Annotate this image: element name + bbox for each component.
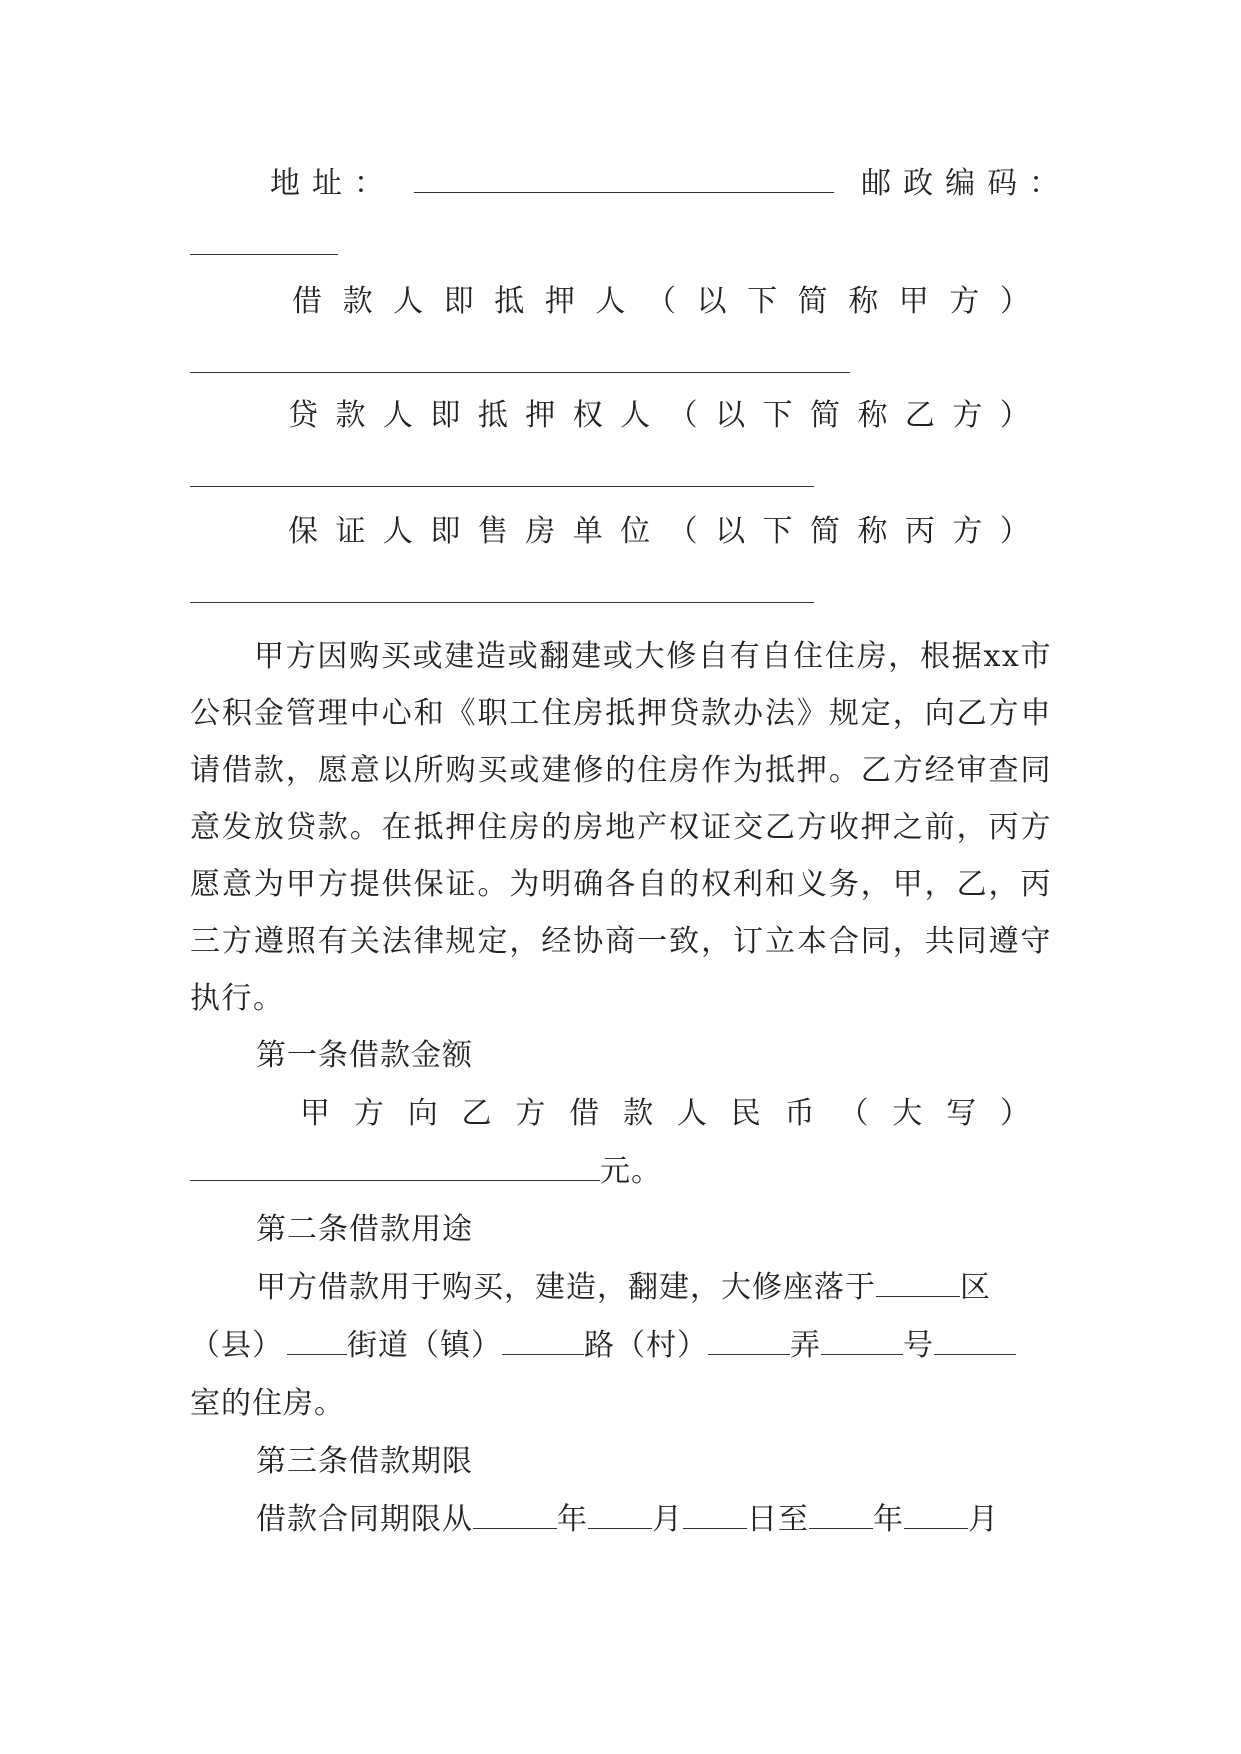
party-char: 方 bbox=[952, 398, 983, 433]
lane-label: 弄 bbox=[790, 1328, 821, 1363]
amount-char: 款 bbox=[623, 1096, 654, 1131]
party-char: （ bbox=[645, 284, 676, 319]
party-char: ） bbox=[999, 284, 1030, 319]
article2-line2 bbox=[190, 1326, 1016, 1366]
party-char: 抵 bbox=[477, 398, 508, 433]
party-borrower-blank bbox=[190, 372, 850, 373]
year2-label: 年 bbox=[873, 1502, 904, 1537]
party-char: 称 bbox=[857, 514, 888, 549]
party-char: 款 bbox=[335, 398, 366, 433]
party-char: 下 bbox=[747, 284, 778, 319]
party-char: 乙 bbox=[904, 398, 935, 433]
amount-blank bbox=[190, 1154, 600, 1181]
party-char: 保 bbox=[288, 514, 318, 549]
party-char: 抵 bbox=[494, 284, 525, 319]
party-char: （ bbox=[667, 398, 698, 433]
number-label: 号 bbox=[903, 1328, 934, 1363]
party-borrower bbox=[292, 282, 1030, 322]
end-month-blank bbox=[904, 1502, 968, 1529]
room-label: 室的住房。 bbox=[190, 1386, 345, 1421]
party-char: 人 bbox=[620, 398, 651, 433]
intro-paragraph bbox=[190, 628, 1052, 1027]
amount-char: ） bbox=[999, 1096, 1030, 1131]
party-char: ） bbox=[999, 398, 1030, 433]
party-char: 证 bbox=[335, 514, 366, 549]
location-blank bbox=[876, 1270, 960, 1297]
amount-char: 乙 bbox=[461, 1096, 492, 1131]
party-guarantor bbox=[288, 512, 1030, 552]
party-char: 称 bbox=[848, 284, 879, 319]
room-blank bbox=[934, 1328, 1016, 1355]
county-label: （县） bbox=[190, 1328, 283, 1363]
month-label: 月 bbox=[652, 1502, 683, 1537]
article1-heading: 第一条借款金额 bbox=[256, 1038, 473, 1073]
party-char: 简 bbox=[797, 284, 828, 319]
party-char: 简 bbox=[809, 398, 840, 433]
party-char: 即 bbox=[443, 284, 474, 319]
amount-char: 向 bbox=[407, 1096, 438, 1131]
amount-char: 借 bbox=[569, 1096, 600, 1131]
party-char: 人 bbox=[393, 284, 424, 319]
postcode-label: 邮政编码： bbox=[861, 166, 1072, 201]
party-char: 方 bbox=[952, 514, 983, 549]
road-blank bbox=[502, 1328, 584, 1355]
party-char: 即 bbox=[430, 514, 461, 549]
party-char: 即 bbox=[430, 398, 461, 433]
article2-heading: 第二条借款用途 bbox=[256, 1212, 473, 1247]
party-char: 售 bbox=[477, 514, 508, 549]
road-label: 路（村） bbox=[584, 1328, 708, 1363]
party-char: 丙 bbox=[904, 514, 935, 549]
address-line bbox=[270, 164, 1072, 204]
year-label: 年 bbox=[557, 1502, 588, 1537]
start-year-blank bbox=[473, 1502, 557, 1529]
amount-char: 方 bbox=[353, 1096, 384, 1131]
article2-line3 bbox=[190, 1384, 345, 1424]
party-char: 押 bbox=[544, 284, 575, 319]
article2-line1 bbox=[256, 1268, 991, 1308]
party-char: 方 bbox=[949, 284, 980, 319]
party-char: 下 bbox=[762, 398, 793, 433]
party-char: 人 bbox=[382, 514, 413, 549]
party-char: ） bbox=[999, 514, 1030, 549]
party-char: （ bbox=[667, 514, 698, 549]
party-char: 房 bbox=[525, 514, 556, 549]
end-year-blank bbox=[809, 1502, 873, 1529]
day-to-label: 日至 bbox=[747, 1502, 809, 1537]
party-char: 下 bbox=[762, 514, 793, 549]
amount-char: 方 bbox=[515, 1096, 546, 1131]
number-blank bbox=[821, 1328, 903, 1355]
article1-amount-blank-line bbox=[190, 1152, 662, 1192]
amount-char: （ bbox=[838, 1096, 869, 1131]
party-char: 称 bbox=[857, 398, 888, 433]
intro-text: 甲方因购买或建造或翻建或大修自有自住住房，根据xx市公积金管理中心和《职工住房抵押贷款办法》规定，向乙方申请借款，愿意以所购买或建修的住房作为抵押。乙方经审查同意发放贷款。在抵押住房的房地产权证交乙方收押之前，丙方愿意为甲方提供保证。为明确各自的权利和义务，甲，乙，丙三方遵照有关法律规定，经协商一致，订立本合同，共同遵守执行。 bbox=[190, 639, 1052, 1016]
lane-blank bbox=[708, 1328, 790, 1355]
article1-amount-line bbox=[300, 1094, 1030, 1134]
party-char: 权 bbox=[572, 398, 603, 433]
party-char: 以 bbox=[696, 284, 727, 319]
party-char: 人 bbox=[595, 284, 626, 319]
district-label: 区 bbox=[960, 1270, 991, 1305]
purpose-text: 甲方借款用于购买，建造，翻建，大修座落于 bbox=[256, 1270, 876, 1305]
party-guarantor-blank bbox=[190, 602, 814, 603]
street-label: 街道（镇） bbox=[347, 1328, 502, 1363]
postcode-blank bbox=[190, 254, 338, 255]
amount-char: 写 bbox=[946, 1096, 977, 1131]
party-lender bbox=[288, 396, 1030, 436]
amount-char: 币 bbox=[784, 1096, 815, 1131]
party-char: 押 bbox=[525, 398, 556, 433]
party-char: 人 bbox=[382, 398, 413, 433]
party-lender-blank bbox=[190, 486, 814, 487]
start-month-blank bbox=[588, 1502, 652, 1529]
term-from-label: 借款合同期限从 bbox=[256, 1502, 473, 1537]
amount-unit: 元。 bbox=[600, 1154, 662, 1189]
address-label: 地址： bbox=[270, 166, 396, 201]
article3-heading: 第三条借款期限 bbox=[256, 1444, 473, 1479]
article3-line1 bbox=[256, 1500, 999, 1540]
address-blank bbox=[414, 166, 834, 193]
party-char: 贷 bbox=[288, 398, 318, 433]
party-char: 以 bbox=[715, 398, 746, 433]
street-blank bbox=[287, 1328, 347, 1355]
month2-label: 月 bbox=[968, 1502, 999, 1537]
amount-char: 大 bbox=[892, 1096, 923, 1131]
party-char: 简 bbox=[809, 514, 840, 549]
party-char: 甲 bbox=[898, 284, 929, 319]
party-char: 位 bbox=[620, 514, 651, 549]
start-day-blank bbox=[683, 1502, 747, 1529]
party-char: 款 bbox=[342, 284, 373, 319]
party-char: 单 bbox=[572, 514, 603, 549]
amount-char: 甲 bbox=[300, 1096, 330, 1131]
party-char: 以 bbox=[715, 514, 746, 549]
amount-char: 人 bbox=[676, 1096, 707, 1131]
amount-char: 民 bbox=[730, 1096, 761, 1131]
party-char: 借 bbox=[292, 284, 322, 319]
